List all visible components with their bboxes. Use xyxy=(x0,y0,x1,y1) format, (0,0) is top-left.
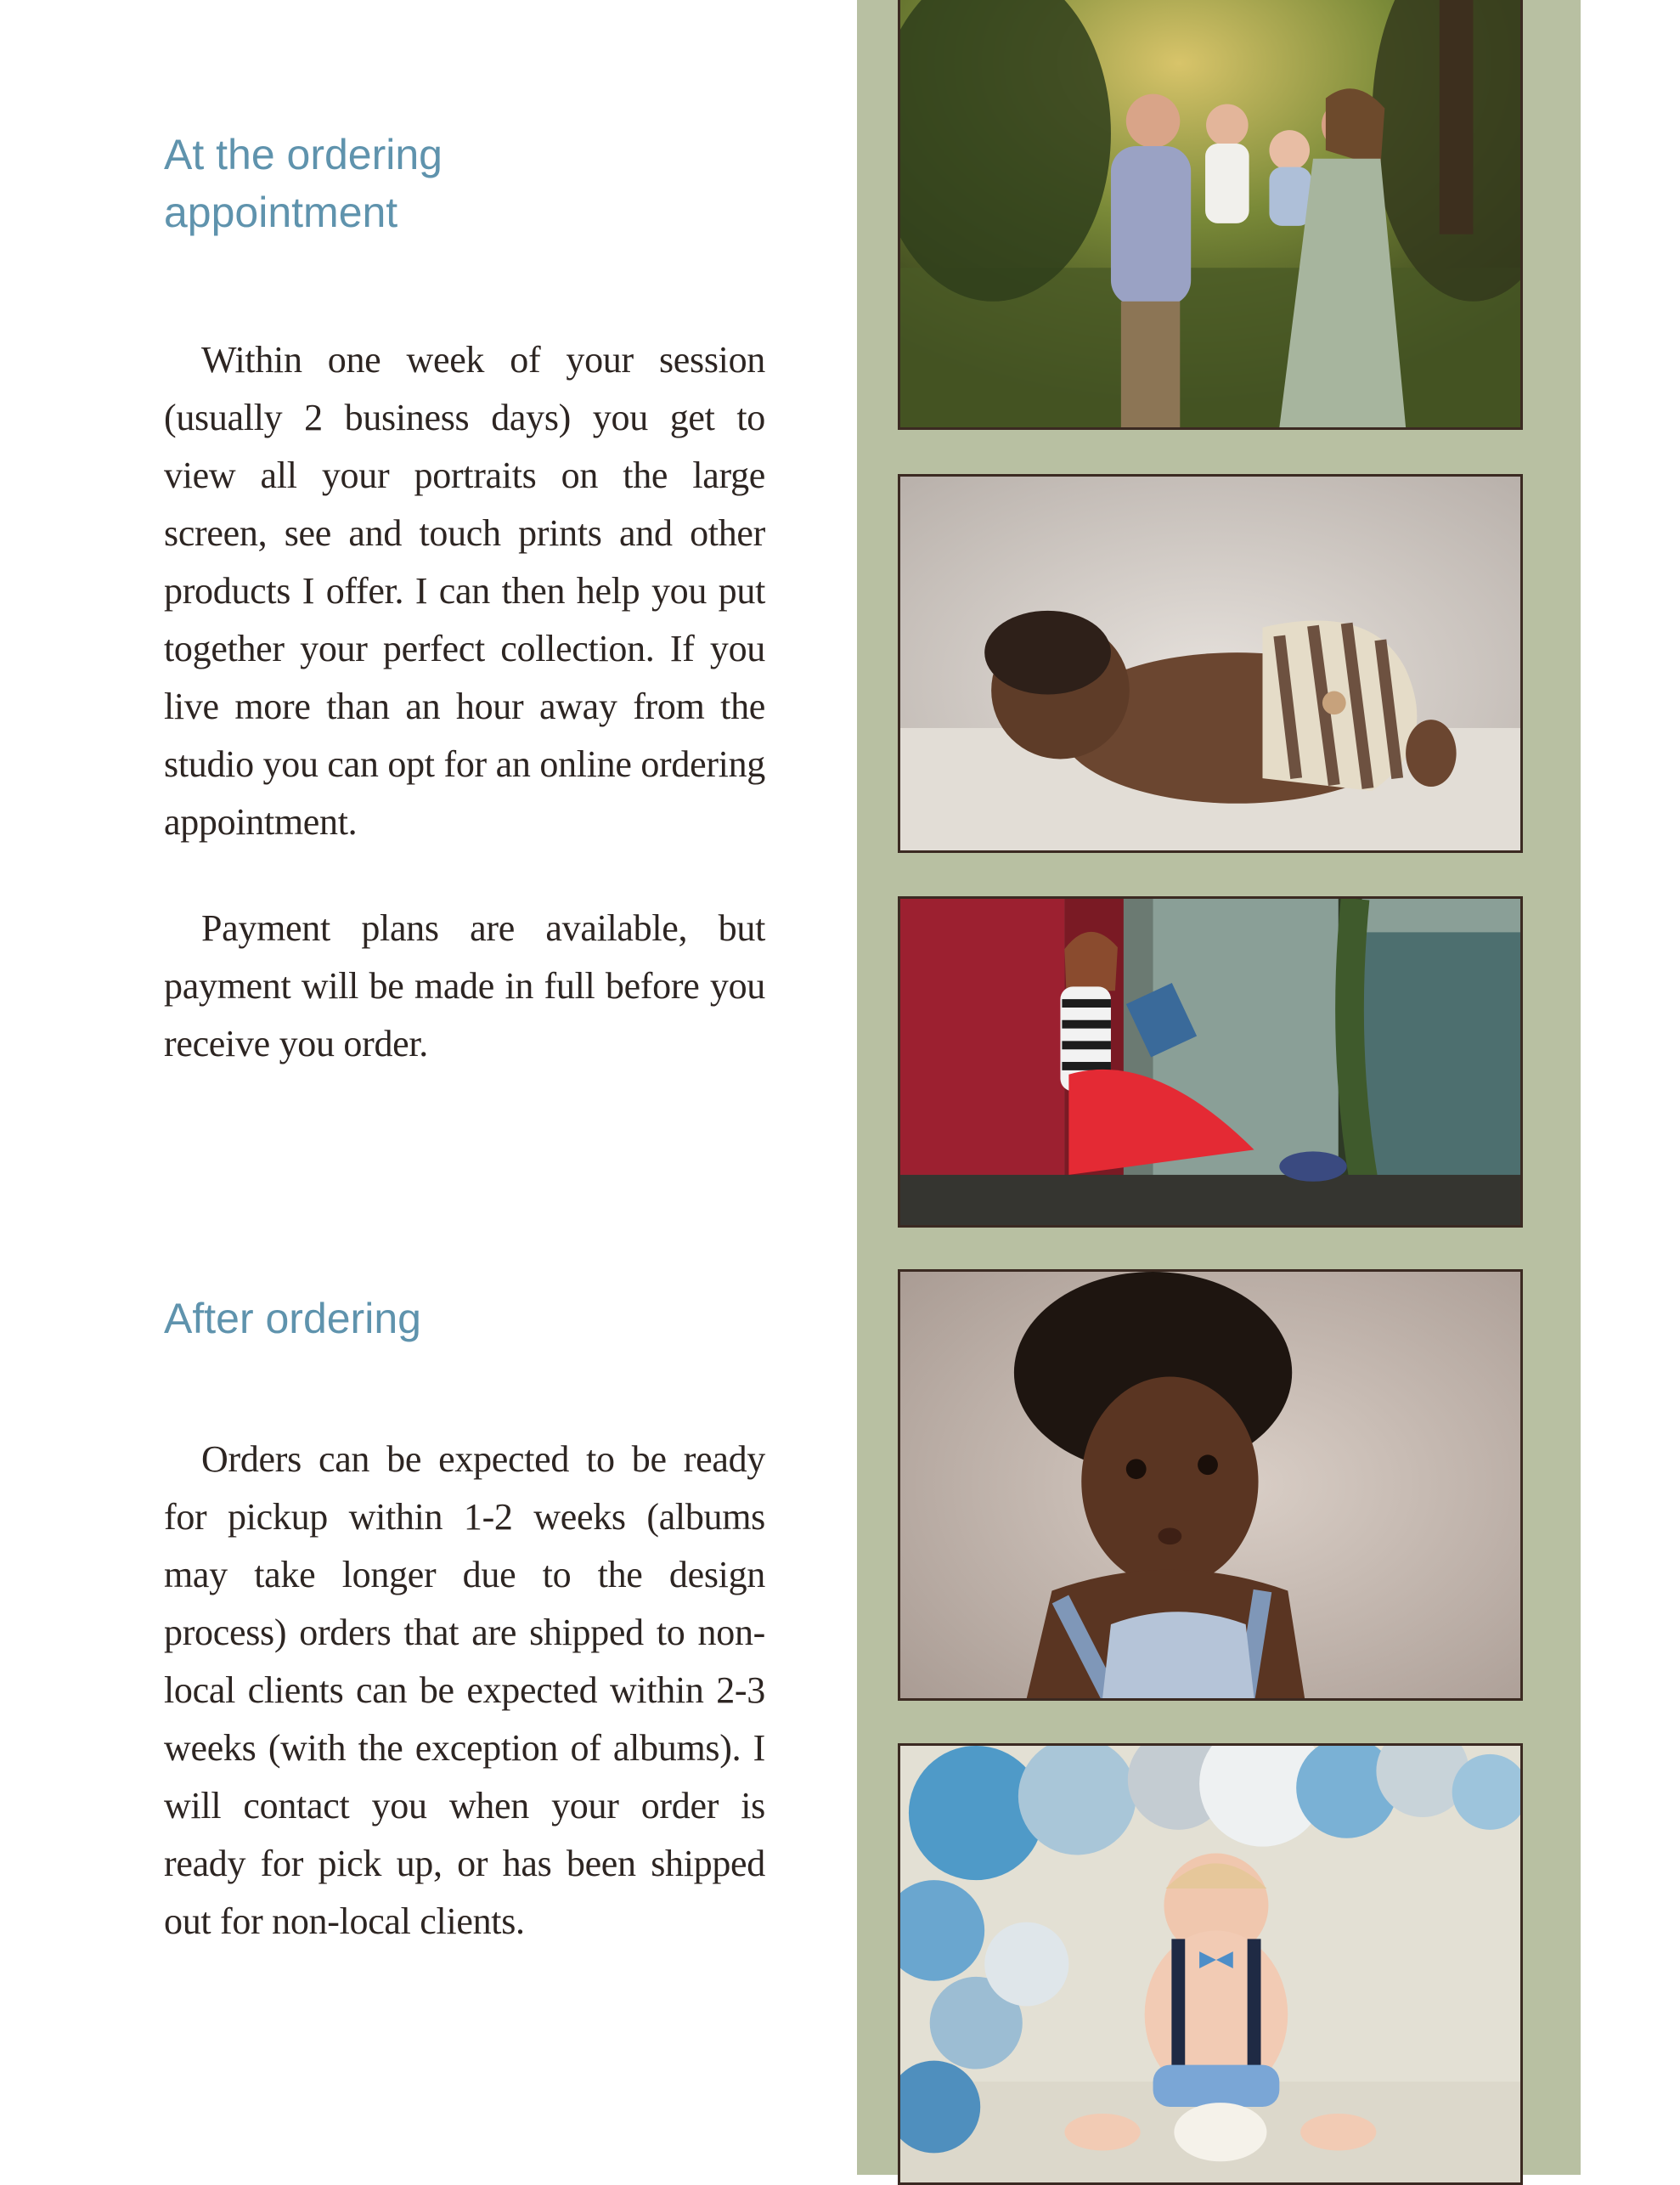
newborn-portrait-photo xyxy=(898,474,1523,853)
photo-strip xyxy=(857,0,1581,2175)
family-portrait-photo xyxy=(898,0,1523,430)
after-ordering-paragraph: Orders can be expected to be ready for pickup within 1-2 weeks (albums may take longer due to the design process) orders that are shipped to non-local clients can be expected within 2-3 weeks (with the exception of albums). I will contact you when your order is ready for pick up, or has been shipped out for non-local clients. xyxy=(164,1438,765,1942)
toddler-portrait-photo xyxy=(898,1269,1523,1701)
cake-smash-photo xyxy=(898,1743,1523,2185)
payment-plans-paragraph: Payment plans are available, but payment will be made in full before you receive you order. xyxy=(164,907,765,1064)
after-ordering-heading: After ordering xyxy=(164,1295,421,1342)
ordering-appointment-paragraph: Within one week of your session (usually 2 business days) you get to view all your portraits on the large screen, see and touch prints and other products I offer. I can then help you put together your perfect collection. If you live more than an hour away from the studio you can opt for an online ordering appointment. xyxy=(164,339,765,843)
ordering-appointment-heading: At the ordering appointment xyxy=(164,131,443,236)
girl-reading-photo xyxy=(898,896,1523,1228)
